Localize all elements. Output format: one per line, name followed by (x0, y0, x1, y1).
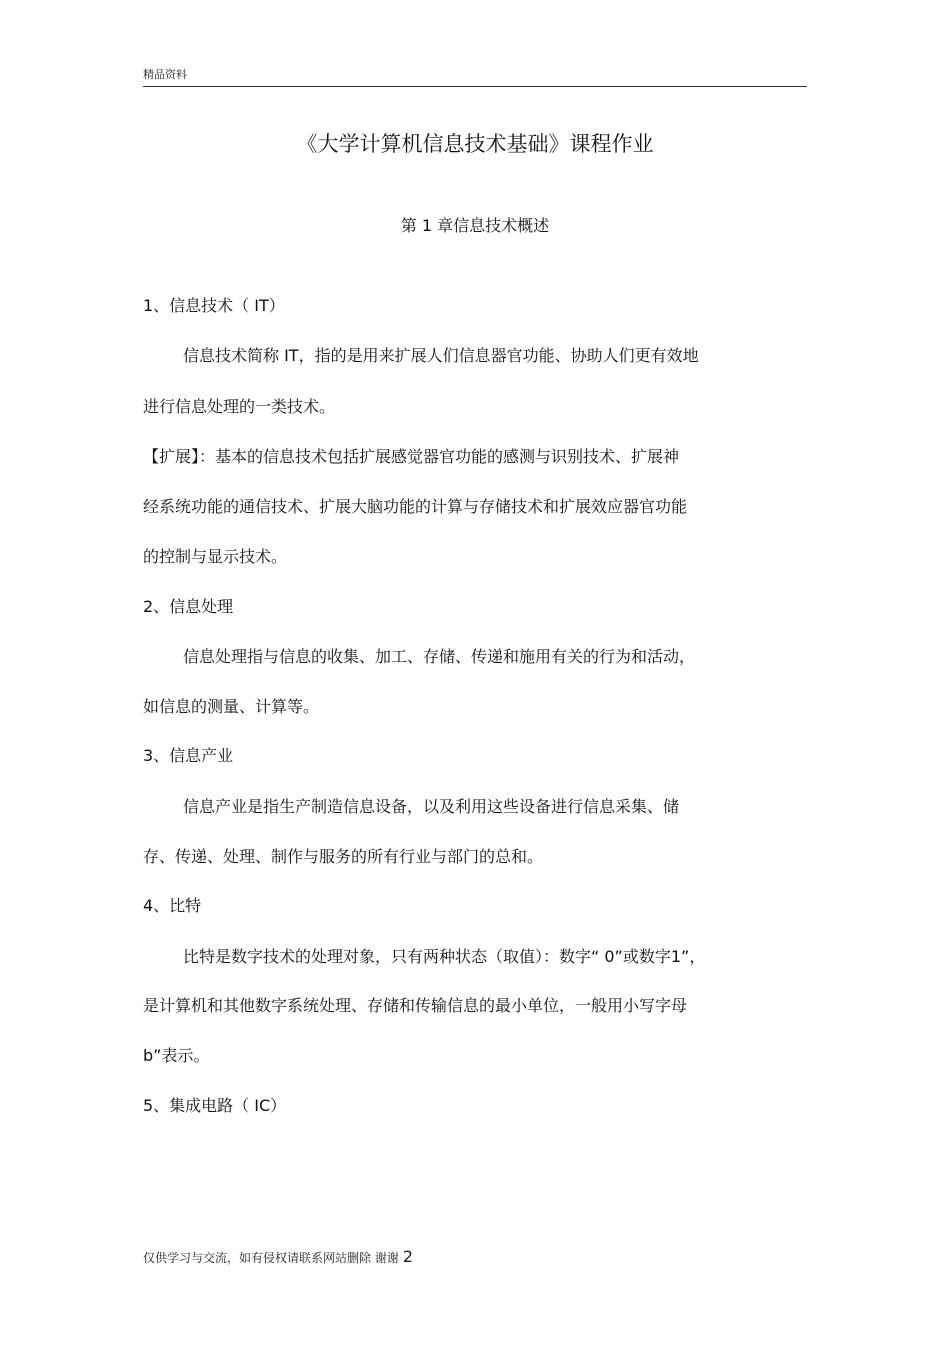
paragraph-line: 是计算机和其他数字系统处理、存储和传输信息的最小单位，一般用小写字母 (143, 996, 688, 1015)
paragraph-line: 信息产业是指生产制造信息设备，以及利用这些设备进行信息采集、储 (183, 797, 680, 816)
section-heading: 1、信息技术（ IT） (143, 296, 285, 315)
document-title: 《大学计算机信息技术基础》课程作业 (296, 132, 654, 156)
chapter-heading: 第 1 章信息技术概述 (400, 216, 550, 235)
footer-text: 仅供学习与交流，如有侵权请联系网站删除 谢谢 (143, 1251, 399, 1265)
section-heading: 2、信息处理 (143, 597, 234, 616)
header-divider (143, 86, 807, 87)
paragraph-line: 如信息的测量、计算等。 (143, 697, 320, 716)
paragraph-line: 信息处理指与信息的收集、加工、存储、传递和施用有关的行为和活动， (183, 647, 696, 666)
paragraph-line: b”表示。 (143, 1046, 210, 1065)
section-heading: 5、集成电路（ IC） (143, 1096, 287, 1115)
section-heading: 4、比特 (143, 896, 202, 915)
paragraph-line: 信息技术简称 IT，指的是用来扩展人们信息器官功能、协助人们更有效地 (183, 346, 699, 365)
paragraph-line: 经系统功能的通信技术、扩展大脑功能的计算与存储技术和扩展效应器官功能 (143, 497, 688, 516)
section-heading: 3、信息产业 (143, 746, 234, 765)
page-header: 精品资料 (143, 68, 187, 81)
page-footer (143, 1247, 413, 1266)
paragraph-line: 比特是数字技术的处理对象，只有两种状态（取值）：数字“ 0”或数字1”， (183, 947, 706, 966)
paragraph-line: 【扩展】：基本的信息技术包括扩展感觉器官功能的感测与识别技术、扩展神 (143, 447, 680, 466)
paragraph-line: 进行信息处理的一类技术。 (143, 397, 336, 416)
paragraph-line: 存、传递、处理、制作与服务的所有行业与部门的总和。 (143, 847, 544, 866)
page-number: 2 (402, 1247, 414, 1266)
paragraph-line: 的控制与显示技术。 (143, 547, 288, 566)
